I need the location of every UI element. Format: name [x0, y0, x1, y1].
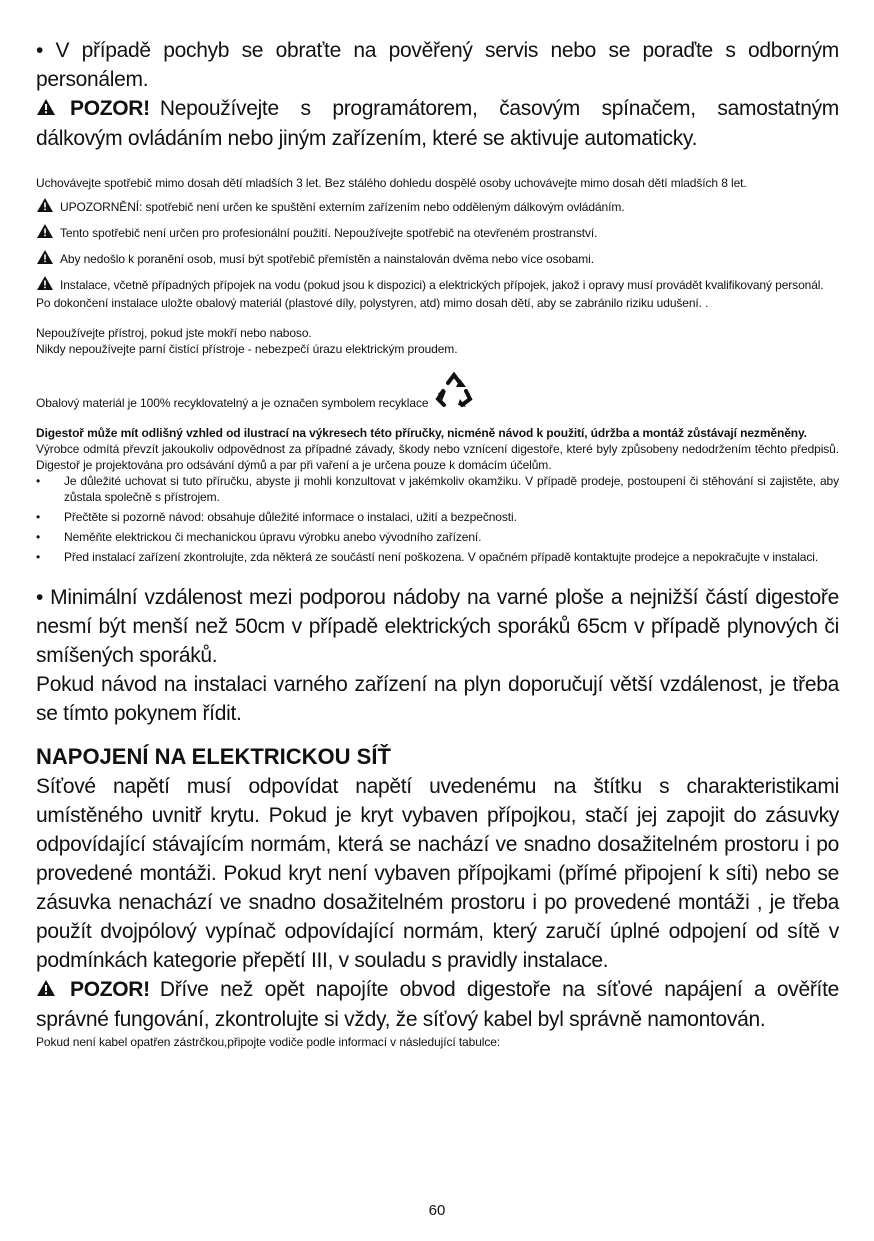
warning-triangle-icon: [36, 95, 56, 124]
packaging-notice: Po dokončení instalace uložte obalový materiál (plastové díly, polystyren, atd) mimo dosah dětí, aby se zabránilo riziku udušení. .: [36, 296, 709, 310]
recycle-icon: [434, 371, 474, 411]
pozor-label: POZOR!: [70, 978, 150, 1001]
warning-remote: UPOZORNĚNÍ: spotřebič není určen ke spuštění externím zařízením nebo odděleným dálkovým ovládáním.: [36, 197, 839, 217]
plug-notice: Pokud není kabel opatřen zástrčkou,připojte vodiče podle informací v následující tabulce:: [36, 1035, 501, 1049]
children-notice: Uchovávejte spotřebič mimo dosah dětí mladších 3 let. Bez stálého dohledu dospělé osoby uchovávejte mimo dosah dětí mladších 8 let.: [36, 176, 747, 190]
warning-two-persons: Aby nedošlo k poranění osob, musí být spotřebič přemístěn a nainstalován dvěma nebo více osobami.: [36, 249, 839, 269]
warning-triangle-icon: [36, 249, 54, 269]
pozor-warning-cable: [36, 975, 839, 1034]
gas-distance-para: Pokud návod na instalaci varného zařízení na plyn doporučují větší vzdálenost, je třeba se tímto pokynem řídit.: [36, 673, 839, 725]
manual-page: [36, 36, 839, 1050]
electric-para: Síťové napětí musí odpovídat napětí uvedenému na štítku s charakteristikami umístěného uvnitř krytu. Pokud je kryt vybaven přípojkou, stačí jej zapojit do zásuvky odpovídající stávajícím normám, která se nachází ve snadno dosažitelném prostoru i po provedené montáži. Pokud kryt není vybaven přípojkami (přímé připojení k síti) nebo se zásuvka nenachází ve snadno dosažitelném prostoru i po provedené montáži , je třeba použít dvojpólový vypínač odpovídající normám, který zaručí úplné odpojení od sítě v podmínkách kategorie přepětí III, v souladu s pravidly instalace.: [36, 775, 839, 972]
list-item: • Před instalací zařízení zkontrolujte, zda některá ze součástí není poškozena. V opačném případě kontaktujte prodejce a nepokračujte v instalaci.: [36, 549, 839, 565]
section-heading: NAPOJENÍ NA ELEKTRICKOU SÍŤ: [36, 744, 391, 769]
pozor-text: Nepoužívejte s programátorem, časovým spínačem, samostatným dálkovým ovládáním nebo jiným zařízením, které se aktivuje automaticky.: [36, 97, 839, 150]
warning-professional: Tento spotřebič není určen pro profesionální použití. Nepoužívejte spotřebič na otevřeném prostranství.: [36, 223, 839, 243]
wet-notice: Nepoužívejte přístroj, pokud jste mokří nebo naboso.: [36, 326, 312, 340]
list-item: • Neměňte elektrickou či mechanickou úpravu výrobku anebo vývodního zařízení.: [36, 529, 839, 545]
recycle-text: Obalový materiál je 100% recyklovatelný a je označen symbolem recyklace: [36, 396, 429, 410]
page-number: 60: [428, 1202, 446, 1219]
warning-triangle-icon: [36, 976, 56, 1005]
recycle-row: [36, 371, 839, 411]
appearance-notice: Digestoř může mít odlišný vzhled od ilustrací na výkresech této příručky, nicméně návod k použití, údržba a montáž zůstávají nezměněny.: [36, 426, 807, 440]
warning-triangle-icon: [36, 223, 54, 243]
safety-bullet-list: [36, 473, 839, 565]
warning-triangle-icon: [36, 197, 54, 217]
warning-installation: Instalace, včetně případných přípojek na vodu (pokud jsou k dispozici) a elektrických přípojek, jakož i opravy musí provádět kvalifikovaný personál.: [36, 275, 839, 295]
service-advice: • V případě pochyb se obraťte na pověřený servis nebo se poraďte s odborným personálem.: [36, 39, 839, 91]
steam-notice: Nikdy nepoužívejte parní čistící přístroje - nebezpečí úrazu elektrickým proudem.: [36, 342, 458, 356]
list-item: • Přečtěte si pozorně návod: obsahuje důležité informace o instalaci, užití a bezpečnosti.: [36, 509, 839, 525]
liability-notice: Výrobce odmítá převzít jakoukoliv odpovědnost za případné závady, škody nebo vznícení digestoře, které byly způsobeny nedodržením těchto předpisů. Digestoř je projektována pro odsávání dýmů a par při vaření a je určena pouze k domácím účelům.: [36, 442, 839, 472]
warning-triangle-icon: [36, 275, 54, 295]
pozor-label: POZOR!: [70, 97, 150, 120]
pozor-warning-timer: [36, 94, 839, 153]
list-item: • Je důležité uchovat si tuto příručku, abyste ji mohli konzultovat v jakémkoliv okamžiku. V případě prodeje, postoupení či stěhování si zajistěte, aby zůstala společně s přístrojem.: [36, 473, 839, 505]
pozor-text: Dříve než opět napojíte obvod digestoře na síťové napájení a ověříte správné fungování, zkontrolujte si vždy, že síťový kabel byl správně namontován.: [36, 978, 839, 1031]
distance-para: • Minimální vzdálenost mezi podporou nádoby na varné ploše a nejnižší částí digestoře nesmí být menší než 50cm v případě elektrických sporáků 65cm v případě plynových či smíšených sporáků.: [36, 586, 839, 667]
